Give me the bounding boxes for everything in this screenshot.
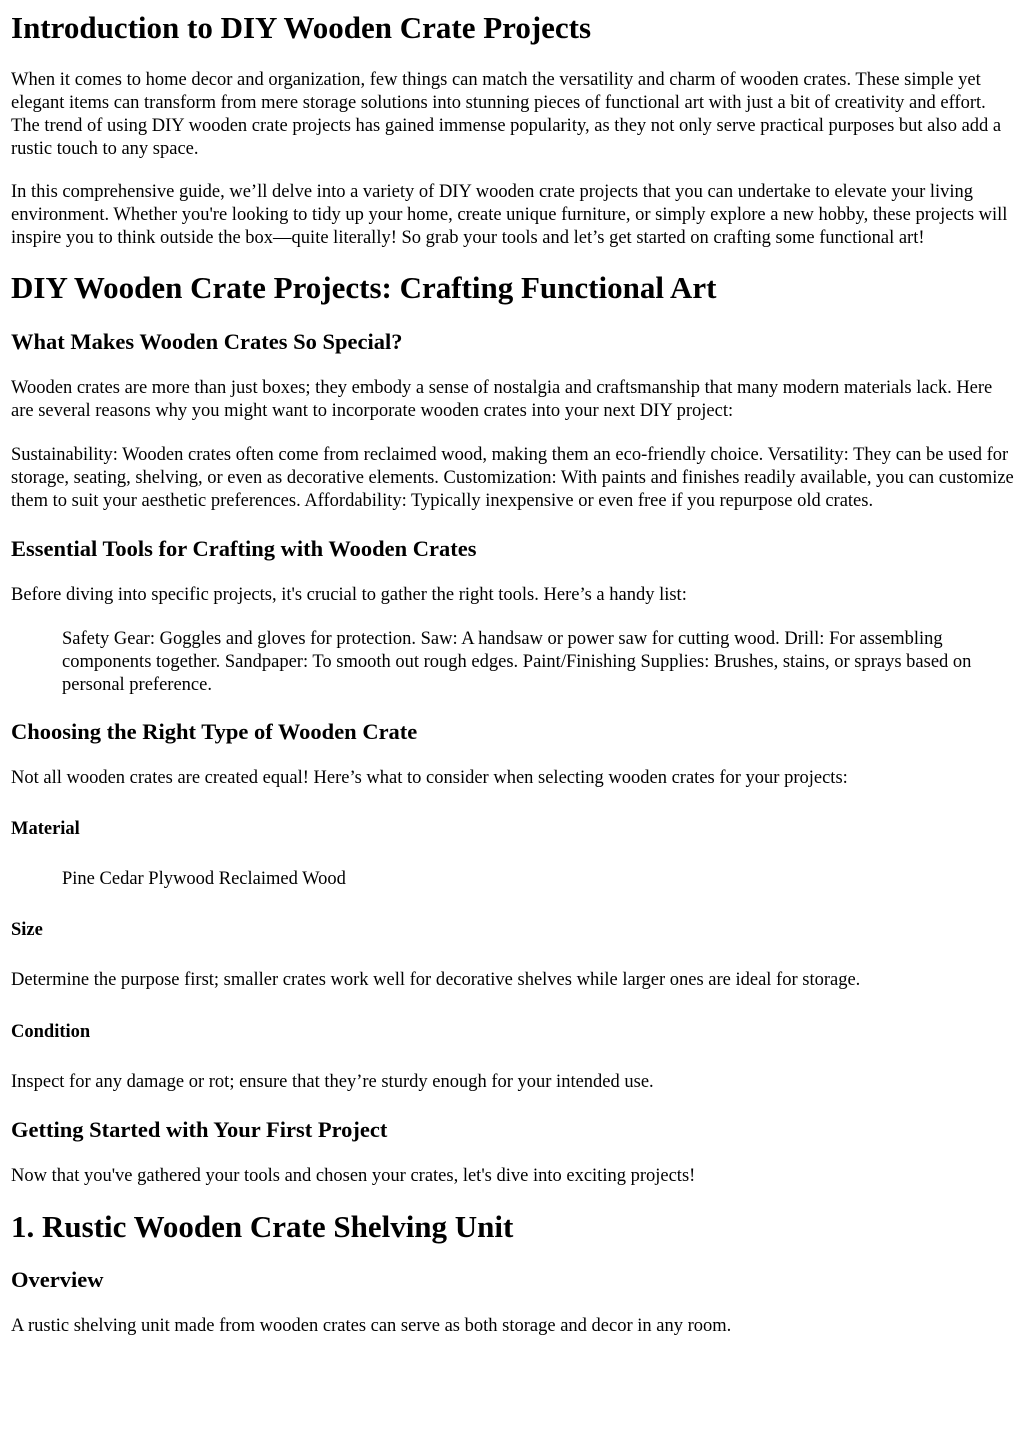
section-heading-shelving: 1. Rustic Wooden Crate Shelving Unit bbox=[11, 1209, 514, 1244]
choosing-paragraph: Not all wooden crates are created equal! Here’s what to consider when selecting wooden crates for your projects: bbox=[11, 768, 848, 788]
page-title: Introduction to DIY Wooden Crate Projects bbox=[11, 10, 592, 45]
size-heading: Size bbox=[11, 920, 43, 940]
material-list: Pine Cedar Plywood Reclaimed Wood bbox=[62, 869, 346, 889]
tools-list: Safety Gear: Goggles and gloves for protection. Saw: A handsaw or power saw for cutting wood. Drill: For assembling components together. Sandpaper: To smooth out rough edges. Paint/Finishing Supplies: Brushes, stains, or sprays based on personal preference. bbox=[62, 629, 972, 695]
subheading-choosing: Choosing the Right Type of Wooden Crate bbox=[11, 719, 418, 744]
intro-paragraph: When it comes to home decor and organization, few things can match the versatility and charm of wooden crates. These simple yet elegant items can transform from mere storage solutions into stunning pieces of functional art with just a bit of creativity and effort. The trend of using DIY wooden crate projects has gained immense popularity, as they not only serve practical purposes but also add a rustic touch to any space. bbox=[11, 70, 1002, 159]
special-paragraph: Wooden crates are more than just boxes; they embody a sense of nostalgia and craftsmanship that many modern materials lack. Here are several reasons why you might want to incorporate wooden crates into your next DIY project: bbox=[11, 378, 993, 421]
subheading-overview: Overview bbox=[11, 1267, 104, 1292]
subheading-getting-started: Getting Started with Your First Project bbox=[11, 1117, 388, 1142]
intro-paragraph-2: In this comprehensive guide, we’ll delve into a variety of DIY wooden crate projects that you can undertake to elevate your living environment. Whether you're looking to tidy up your home, create unique furniture, or simply explore a new hobby, these projects will inspire you to think outside the box—quite literally! So grab your tools and let’s get started on crafting some functional art! bbox=[11, 182, 1008, 248]
article bbox=[0, 10, 1024, 1338]
reasons-paragraph: Sustainability: Wooden crates often come from reclaimed wood, making them an eco-friendly choice. Versatility: They can be used for storage, seating, shelving, or even as decorative elements. Customization: With paints and finishes readily available, you can customize them to suit your aesthetic preferences. Affordability: Typically inexpensive or even free if you repurpose old crates. bbox=[11, 445, 1014, 511]
overview-paragraph: A rustic shelving unit made from wooden crates can serve as both storage and decor in any room. bbox=[11, 1316, 732, 1336]
material-heading: Material bbox=[11, 819, 80, 839]
getting-started-paragraph: Now that you've gathered your tools and chosen your crates, let's dive into exciting projects! bbox=[11, 1166, 696, 1186]
condition-paragraph: Inspect for any damage or rot; ensure that they’re sturdy enough for your intended use. bbox=[11, 1072, 654, 1092]
condition-heading: Condition bbox=[11, 1022, 91, 1042]
section-heading-crafting: DIY Wooden Crate Projects: Crafting Functional Art bbox=[11, 270, 717, 305]
size-paragraph: Determine the purpose first; smaller crates work well for decorative shelves while larger ones are ideal for storage. bbox=[11, 970, 861, 990]
subheading-tools: Essential Tools for Crafting with Wooden Crates bbox=[11, 536, 477, 561]
tools-paragraph: Before diving into specific projects, it's crucial to gather the right tools. Here’s a handy list: bbox=[11, 585, 687, 605]
subheading-special: What Makes Wooden Crates So Special? bbox=[11, 329, 403, 354]
